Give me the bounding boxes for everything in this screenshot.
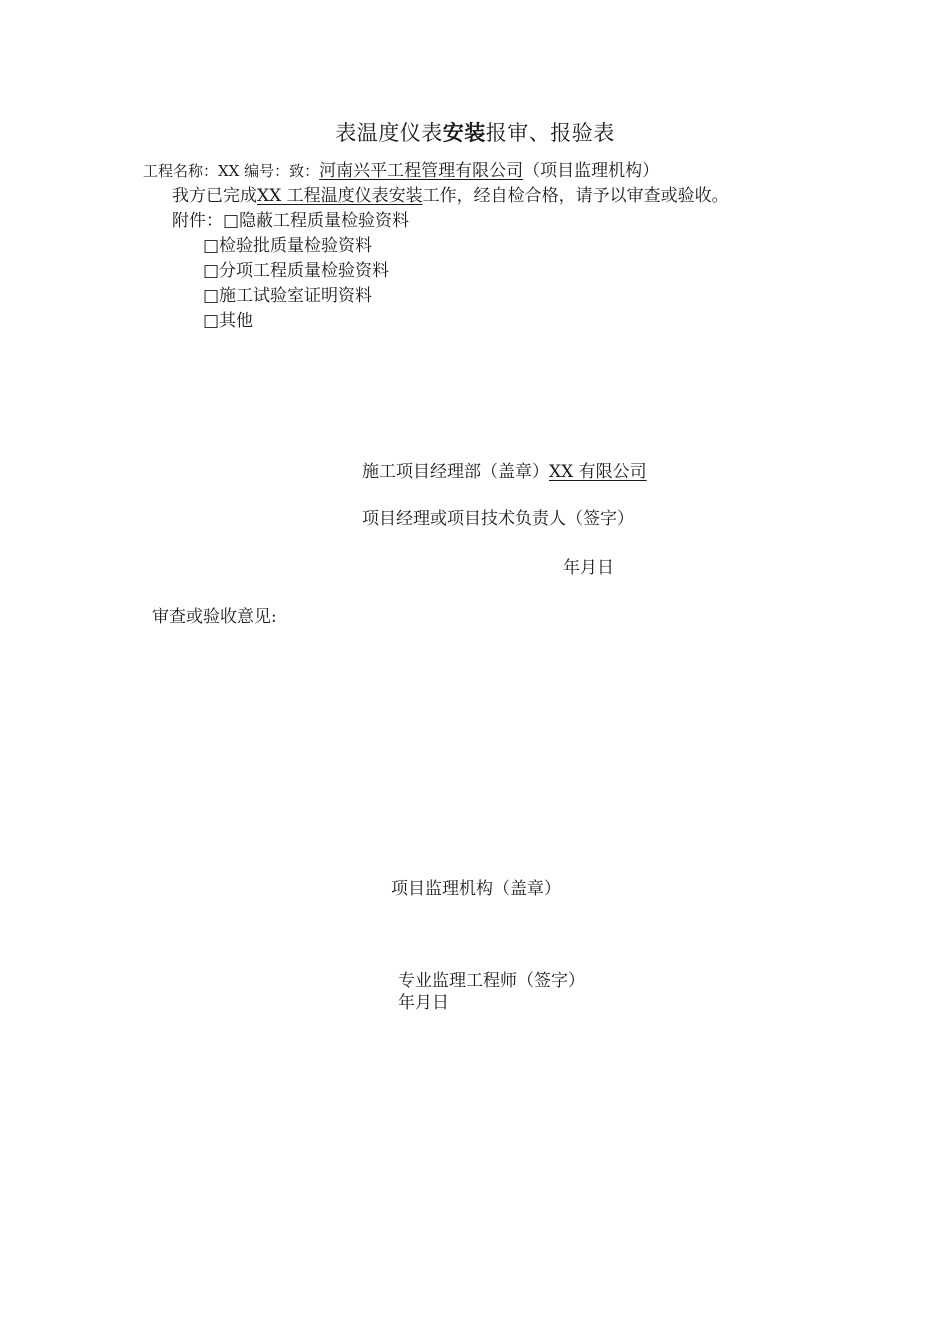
contractor-company: XX 有限公司 (549, 462, 647, 482)
statement-suffix: 工作，经自检合格，请予以审查或验收。 (422, 186, 729, 206)
attachment-item: □施工试验室证明资料 (203, 286, 373, 306)
attachment-item: □隐蔽工程质量检验资料 (223, 211, 410, 231)
title-part-1: 表温度仪表 (335, 121, 443, 145)
contractor-date: 年月日 (563, 558, 614, 578)
work-name: XX 工程温度仪表安装 (257, 186, 423, 206)
department-label: 施工项目经理部（盖章） (362, 462, 549, 482)
document-title (0, 122, 950, 144)
supervision-stamp-label: 项目监理机构（盖章） (391, 879, 561, 899)
contractor-signature-label: 项目经理或项目技术负责人（签字） (362, 509, 634, 529)
statement-prefix: 我方已完成 (172, 186, 257, 206)
attachments-label: 附件： (172, 211, 223, 231)
attachment-item: □其他 (203, 311, 254, 331)
recipient-suffix: （项目监理机构） (523, 161, 660, 181)
review-opinion-label: 审查或验收意见: (152, 607, 277, 627)
title-part-2: 安装 (442, 120, 486, 145)
attachment-item: □分项工程质量检验资料 (203, 261, 390, 281)
completion-statement (172, 188, 729, 205)
engineer-signature-label: 专业监理工程师（签字） (398, 971, 585, 991)
attachment-item: □检验批质量检验资料 (203, 236, 373, 256)
supervision-date: 年月日 (398, 993, 449, 1013)
header-line (143, 163, 659, 180)
title-part-3: 报审、报验表 (485, 121, 615, 145)
attachments-first-line (172, 213, 409, 230)
recipient-name: 河南兴平工程管理有限公司 (319, 161, 524, 181)
contractor-stamp-line (362, 464, 647, 481)
project-label: 工程名称：XX 编号：致： (143, 162, 320, 180)
